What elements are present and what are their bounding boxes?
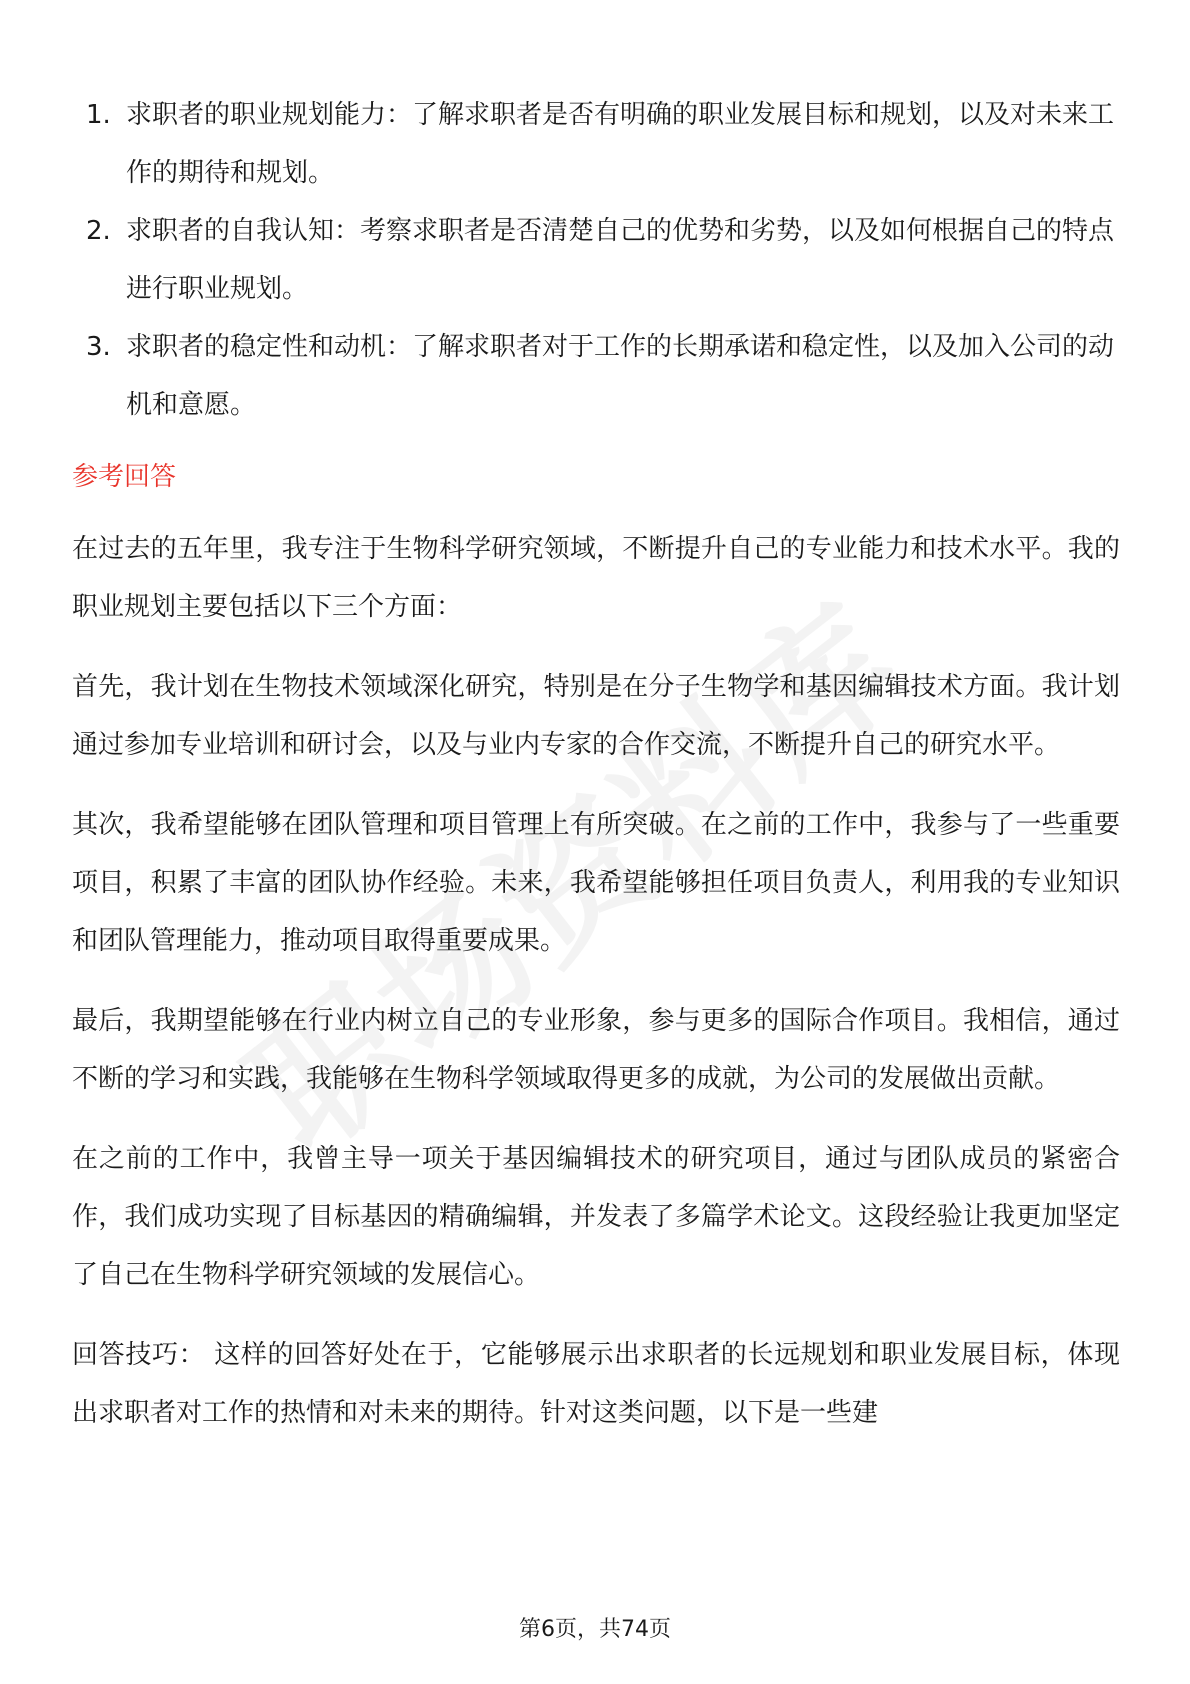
list-item-number: 2.	[86, 216, 111, 246]
list-item-text: 求职者的职业规划能力：了解求职者是否有明确的职业发展目标和规划，以及对未来工作的期待和规划。	[126, 100, 1115, 188]
list-item	[72, 86, 1120, 202]
tips-paragraph: 回答技巧： 这样的回答好处在于，它能够展示出求职者的长远规划和职业发展目标，体现出求职者对工作的热情和对未来的期待。针对这类问题，以下是一些建	[72, 1340, 1120, 1428]
question-focus-list	[72, 86, 1120, 434]
answer-paragraph: 首先，我计划在生物技术领域深化研究，特别是在分子生物学和基因编辑技术方面。我计划通过参加专业培训和研讨会，以及与业内专家的合作交流，不断提升自己的研究水平。	[72, 672, 1120, 760]
list-item-number: 1.	[86, 100, 111, 130]
answer-paragraph: 其次，我希望能够在团队管理和项目管理上有所突破。在之前的工作中，我参与了一些重要项目，积累了丰富的团队协作经验。未来，我希望能够担任项目负责人，利用我的专业知识和团队管理能力，推动项目取得重要成果。	[72, 810, 1120, 956]
list-item	[72, 202, 1120, 318]
list-item-text: 求职者的稳定性和动机：了解求职者对于工作的长期承诺和稳定性，以及加入公司的动机和意愿。	[126, 332, 1115, 420]
list-item	[72, 318, 1120, 434]
list-item-number: 3.	[86, 332, 111, 362]
answer-paragraph: 在之前的工作中，我曾主导一项关于基因编辑技术的研究项目，通过与团队成员的紧密合作，我们成功实现了目标基因的精确编辑，并发表了多篇学术论文。这段经验让我更加坚定了自己在生物科学研究领域的发展信心。	[72, 1144, 1120, 1290]
answer-paragraph: 最后，我期望能够在行业内树立自己的专业形象，参与更多的国际合作项目。我相信，通过不断的学习和实践，我能够在生物科学领域取得更多的成就，为公司的发展做出贡献。	[72, 1006, 1120, 1094]
section-title: 参考回答	[72, 462, 177, 492]
page-number-footer: 第6页，共74页	[519, 1617, 671, 1642]
answer-paragraph: 在过去的五年里，我专注于生物科学研究领域，不断提升自己的专业能力和技术水平。我的职业规划主要包括以下三个方面：	[72, 534, 1120, 622]
page-content	[72, 86, 1120, 1464]
list-item-text: 求职者的自我认知：考察求职者是否清楚自己的优势和劣势，以及如何根据自己的特点进行职业规划。	[126, 216, 1115, 304]
